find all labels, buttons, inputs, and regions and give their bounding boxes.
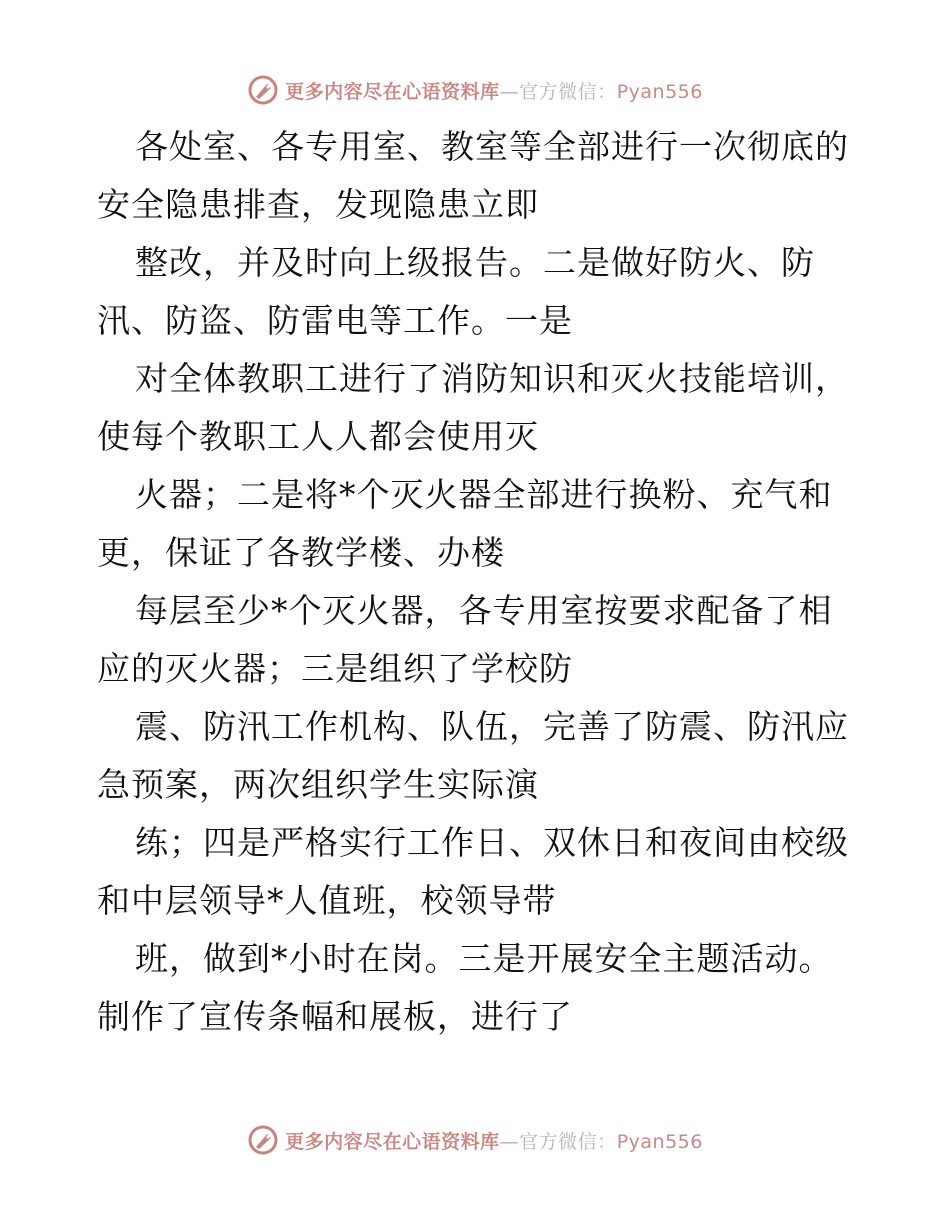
watermark-dash: — [499, 80, 520, 103]
body-line: 震、防汛工作机构、队伍，完善了防震、防汛应 [135, 707, 849, 746]
pen-nib-circle-icon [247, 1124, 279, 1156]
footer-watermark [0, 1120, 950, 1160]
body-line: 应的灭火器；三是组织了学校防 [97, 649, 573, 688]
body-line: 制作了宣传条幅和展板，进行了 [97, 997, 573, 1036]
document-body [97, 118, 857, 1046]
watermark-main: 更多内容尽在心语资料库 [285, 80, 500, 103]
watermark-text [285, 1127, 703, 1154]
body-line: 整改，并及时向上级报告。二是做好防火、防 [135, 243, 815, 282]
body-line: 急预案，两次组织学生实际演 [97, 765, 539, 804]
pen-nib-circle-icon [247, 74, 279, 106]
body-line: 汛、防盗、防雷电等工作。一是 [97, 301, 573, 340]
body-line: 对全体教职工进行了消防知识和灭火技能培训， [135, 359, 849, 398]
body-line: 练；四是严格实行工作日、双休日和夜间由校级 [135, 823, 849, 862]
body-line: 更，保证了各教学楼、办楼 [97, 533, 505, 572]
body-line: 使每个教职工人人都会使用灭 [97, 417, 539, 456]
body-line: 安全隐患排查，发现隐患立即 [97, 185, 539, 224]
watermark-dash: — [499, 1130, 520, 1153]
watermark-id: Pyan556 [616, 80, 703, 103]
body-line: 班，做到*小时在岗。三是开展安全主题活动。 [135, 939, 833, 978]
body-line: 每层至少*个灭火器，各专用室按要求配备了相 [135, 591, 833, 630]
watermark-id: Pyan556 [616, 1130, 703, 1153]
watermark-sub: 官方微信： [519, 80, 617, 103]
watermark-main: 更多内容尽在心语资料库 [285, 1130, 500, 1153]
body-line: 火器；二是将*个灭火器全部进行换粉、充气和 [135, 475, 833, 514]
watermark-sub: 官方微信： [519, 1130, 617, 1153]
body-line: 和中层领导*人值班，校领导带 [97, 881, 557, 920]
body-line: 各处室、各专用室、教室等全部进行一次彻底的 [135, 127, 849, 166]
header-watermark [0, 70, 950, 110]
watermark-text [285, 77, 703, 104]
